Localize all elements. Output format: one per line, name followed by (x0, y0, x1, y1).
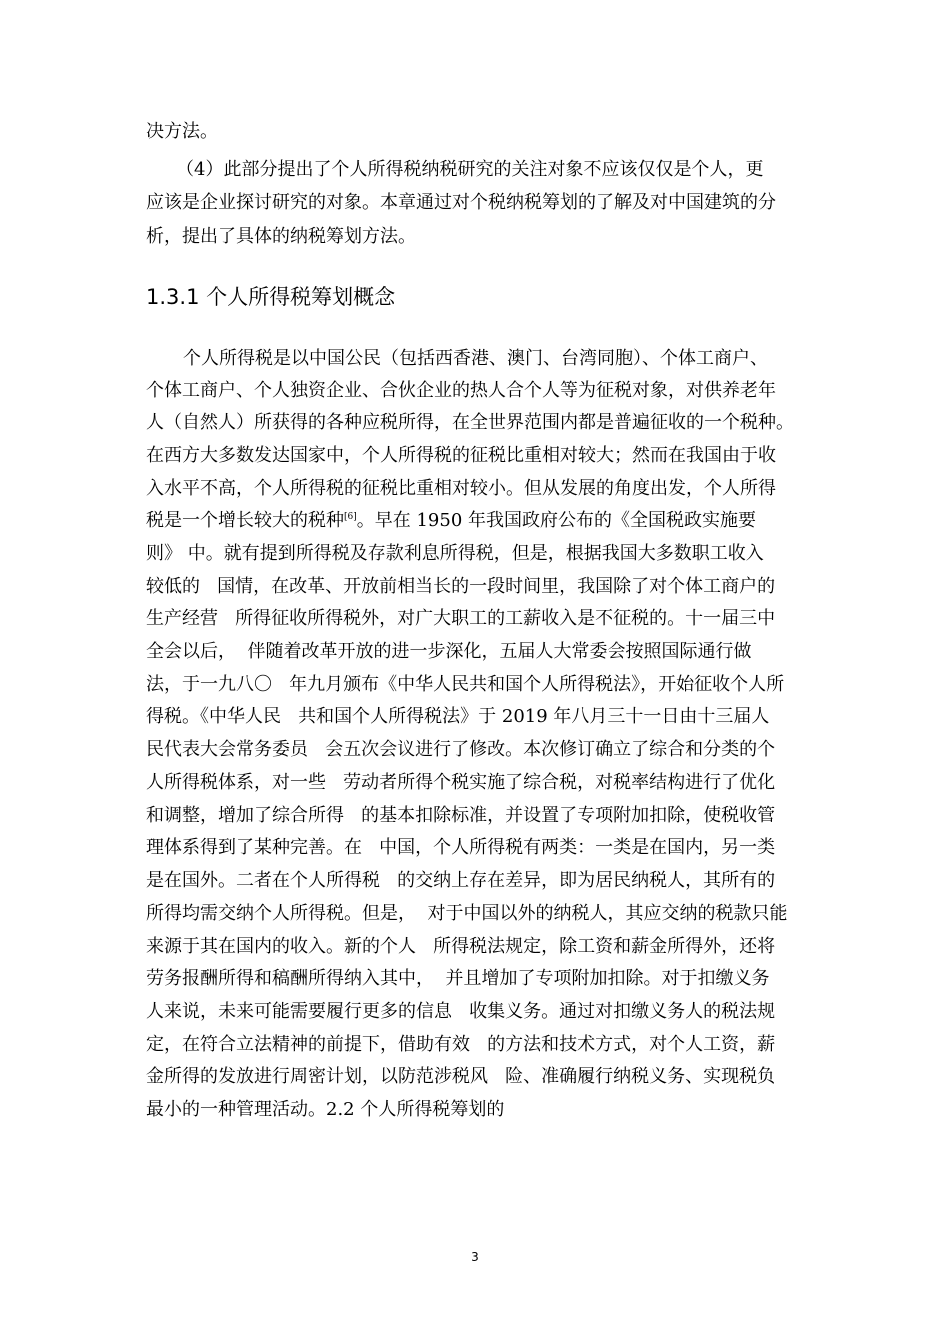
paragraph-line: 应该是企业探讨研究的对象。本章通过对个税纳税筹划的了解及对中国建筑的分 (146, 192, 776, 213)
paragraph-line: 定，在符合立法精神的前提下，借助有效 的方法和技术方式，对个人工资，薪 (146, 1034, 776, 1055)
page-number: 3 (471, 1250, 479, 1264)
paragraph-line: 析，提出了具体的纳税筹划方法。 (146, 226, 416, 247)
paragraph-line: （4）此部分提出了个人所得税纳税研究的关注对象不应该仅仅是个人，更 (176, 159, 764, 180)
paragraph-line: 最小的一种管理活动。2.2 个人所得税筹划的 (146, 1099, 505, 1120)
paragraph-line: 则》 中。就有提到所得税及存款利息所得税，但是，根据我国大多数职工收入 (146, 543, 764, 564)
paragraph-line: 人来说，未来可能需要履行更多的信息 收集义务。通过对扣缴义务人的税法规 (146, 1001, 776, 1022)
paragraph-line: 个人所得税是以中国公民（包括西香港、澳门、台湾同胞）、个体工商户、 (183, 348, 768, 369)
paragraph-line: 所得均需交纳个人所得税。但是， 对于中国以外的纳税人，其应交纳的税款只能 (146, 903, 788, 924)
paragraph-line: 金所得的发放进行周密计划，以防范涉税风 险、准确履行纳税义务、实现税负 (146, 1066, 776, 1087)
paragraph-line: 个体工商户、个人独资企业、合伙企业的热人合个人等为征税对象，对供养老年 (146, 380, 776, 401)
paragraph-line: 决方法。 (146, 121, 218, 142)
paragraph-line: 全会以后， 伴随着改革开放的进一步深化，五届人大常委会按照国际通行做 (146, 641, 752, 662)
paragraph-line: 民代表大会常务委员 会五次会议进行了修改。本次修订确立了综合和分类的个 (146, 739, 776, 760)
paragraph-line: 法，于一九八〇 年九月颁布《中华人民共和国个人所得税法》，开始征收个人所 (146, 674, 785, 695)
paragraph-line: 在西方大多数发达国家中，个人所得税的征税比重相对较大；然而在我国由于收 (146, 445, 776, 466)
line-text: 。早在 1950 年我国政府公布的《全国税政实施要 (356, 510, 756, 531)
paragraph-line: 人（自然人）所获得的各种应税所得，在全世界范围内都是普遍征收的一个税种。 (146, 412, 794, 433)
paragraph-line: 理体系得到了某种完善。在 中国，个人所得税有两类：一类是在国内，另一类 (146, 837, 776, 858)
paragraph-line: 和调整，增加了综合所得 的基本扣除标准，并设置了专项附加扣除，使税收管 (146, 805, 776, 826)
section-heading: 1.3.1 个人所得税筹划概念 (146, 285, 396, 309)
citation-reference: [6] (344, 512, 357, 522)
paragraph-line: 生产经营 所得征收所得税外，对广大职工的工薪收入是不征税的。十一届三中 (146, 608, 776, 629)
paragraph-line (146, 511, 756, 531)
paragraph-line: 来源于其在国内的收入。新的个人 所得税法规定，除工资和薪金所得外，还将 (146, 936, 776, 957)
paragraph-line: 是在国外。二者在个人所得税 的交纳上存在差异，即为居民纳税人，其所有的 (146, 870, 776, 891)
paragraph-line: 得税。《中华人民 共和国个人所得税法》于 2019 年八月三十一日由十三届人 (146, 706, 770, 727)
paragraph-line: 人所得税体系，对一些 劳动者所得个税实施了综合税，对税率结构进行了优化 (146, 772, 776, 793)
paragraph-line: 劳务报酬所得和稿酬所得纳入其中， 并且增加了专项附加扣除。对于扣缴义务 (146, 968, 770, 989)
paragraph-line: 较低的 国情，在改革、开放前相当长的一段时间里，我国除了对个体工商户的 (146, 576, 776, 597)
paragraph-line: 入水平不高，个人所得税的征税比重相对较小。但从发展的角度出发，个人所得 (146, 478, 776, 499)
line-text: 税是一个增长较大的税种 (146, 510, 344, 531)
